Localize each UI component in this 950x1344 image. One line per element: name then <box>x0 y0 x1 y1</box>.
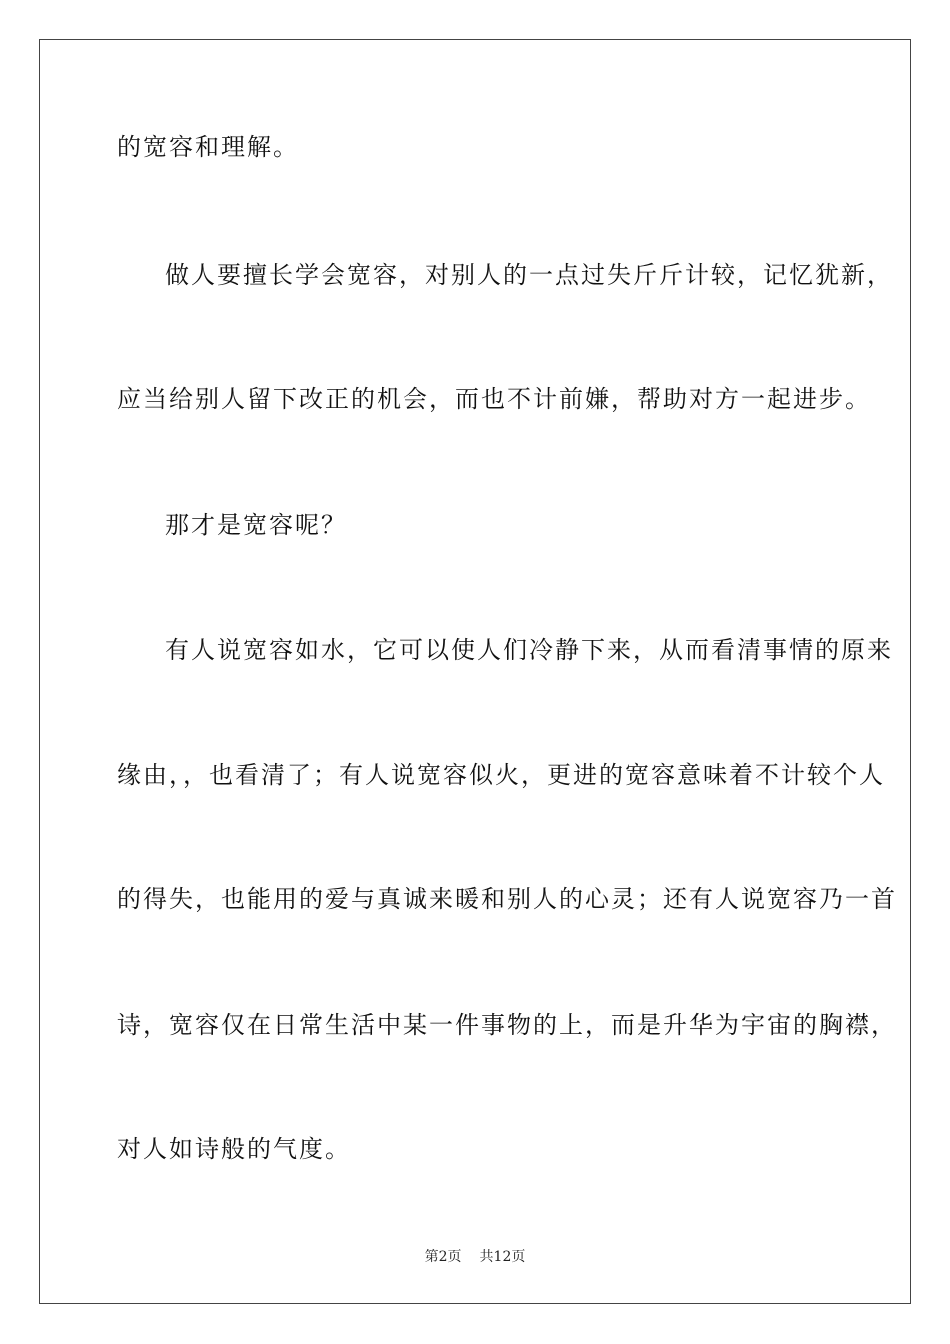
text-line-1: 的宽容和理解。 <box>117 133 299 161</box>
text-line-6: 缘由，，也看清了；有人说宽容似火，更进的宽容意味着不计较个人 <box>117 761 885 789</box>
text-line-7: 的得失，也能用的爱与真诚来暖和别人的心灵；还有人说宽容乃一首 <box>117 885 897 913</box>
page-footer <box>0 1248 950 1266</box>
text-line-8: 诗，宽容仅在日常生活中某一件事物的上，而是升华为宇宙的胸襟， <box>117 1011 897 1039</box>
text-line-9: 对人如诗般的气度。 <box>117 1135 351 1163</box>
text-line-2: 做人要擅长学会宽容，对别人的一点过失斤斤计较，记忆犹新， <box>165 261 893 289</box>
text-line-4: 那才是宽容呢？ <box>165 511 347 539</box>
text-line-5: 有人说宽容如水，它可以使人们冷静下来，从而看清事情的原来 <box>165 636 893 664</box>
page-number: 第2页 <box>424 1249 462 1265</box>
page-total: 共12页 <box>479 1249 526 1265</box>
page-frame <box>39 39 911 1304</box>
text-line-3: 应当给别人留下改正的机会，而也不计前嫌，帮助对方一起进步。 <box>117 385 871 413</box>
